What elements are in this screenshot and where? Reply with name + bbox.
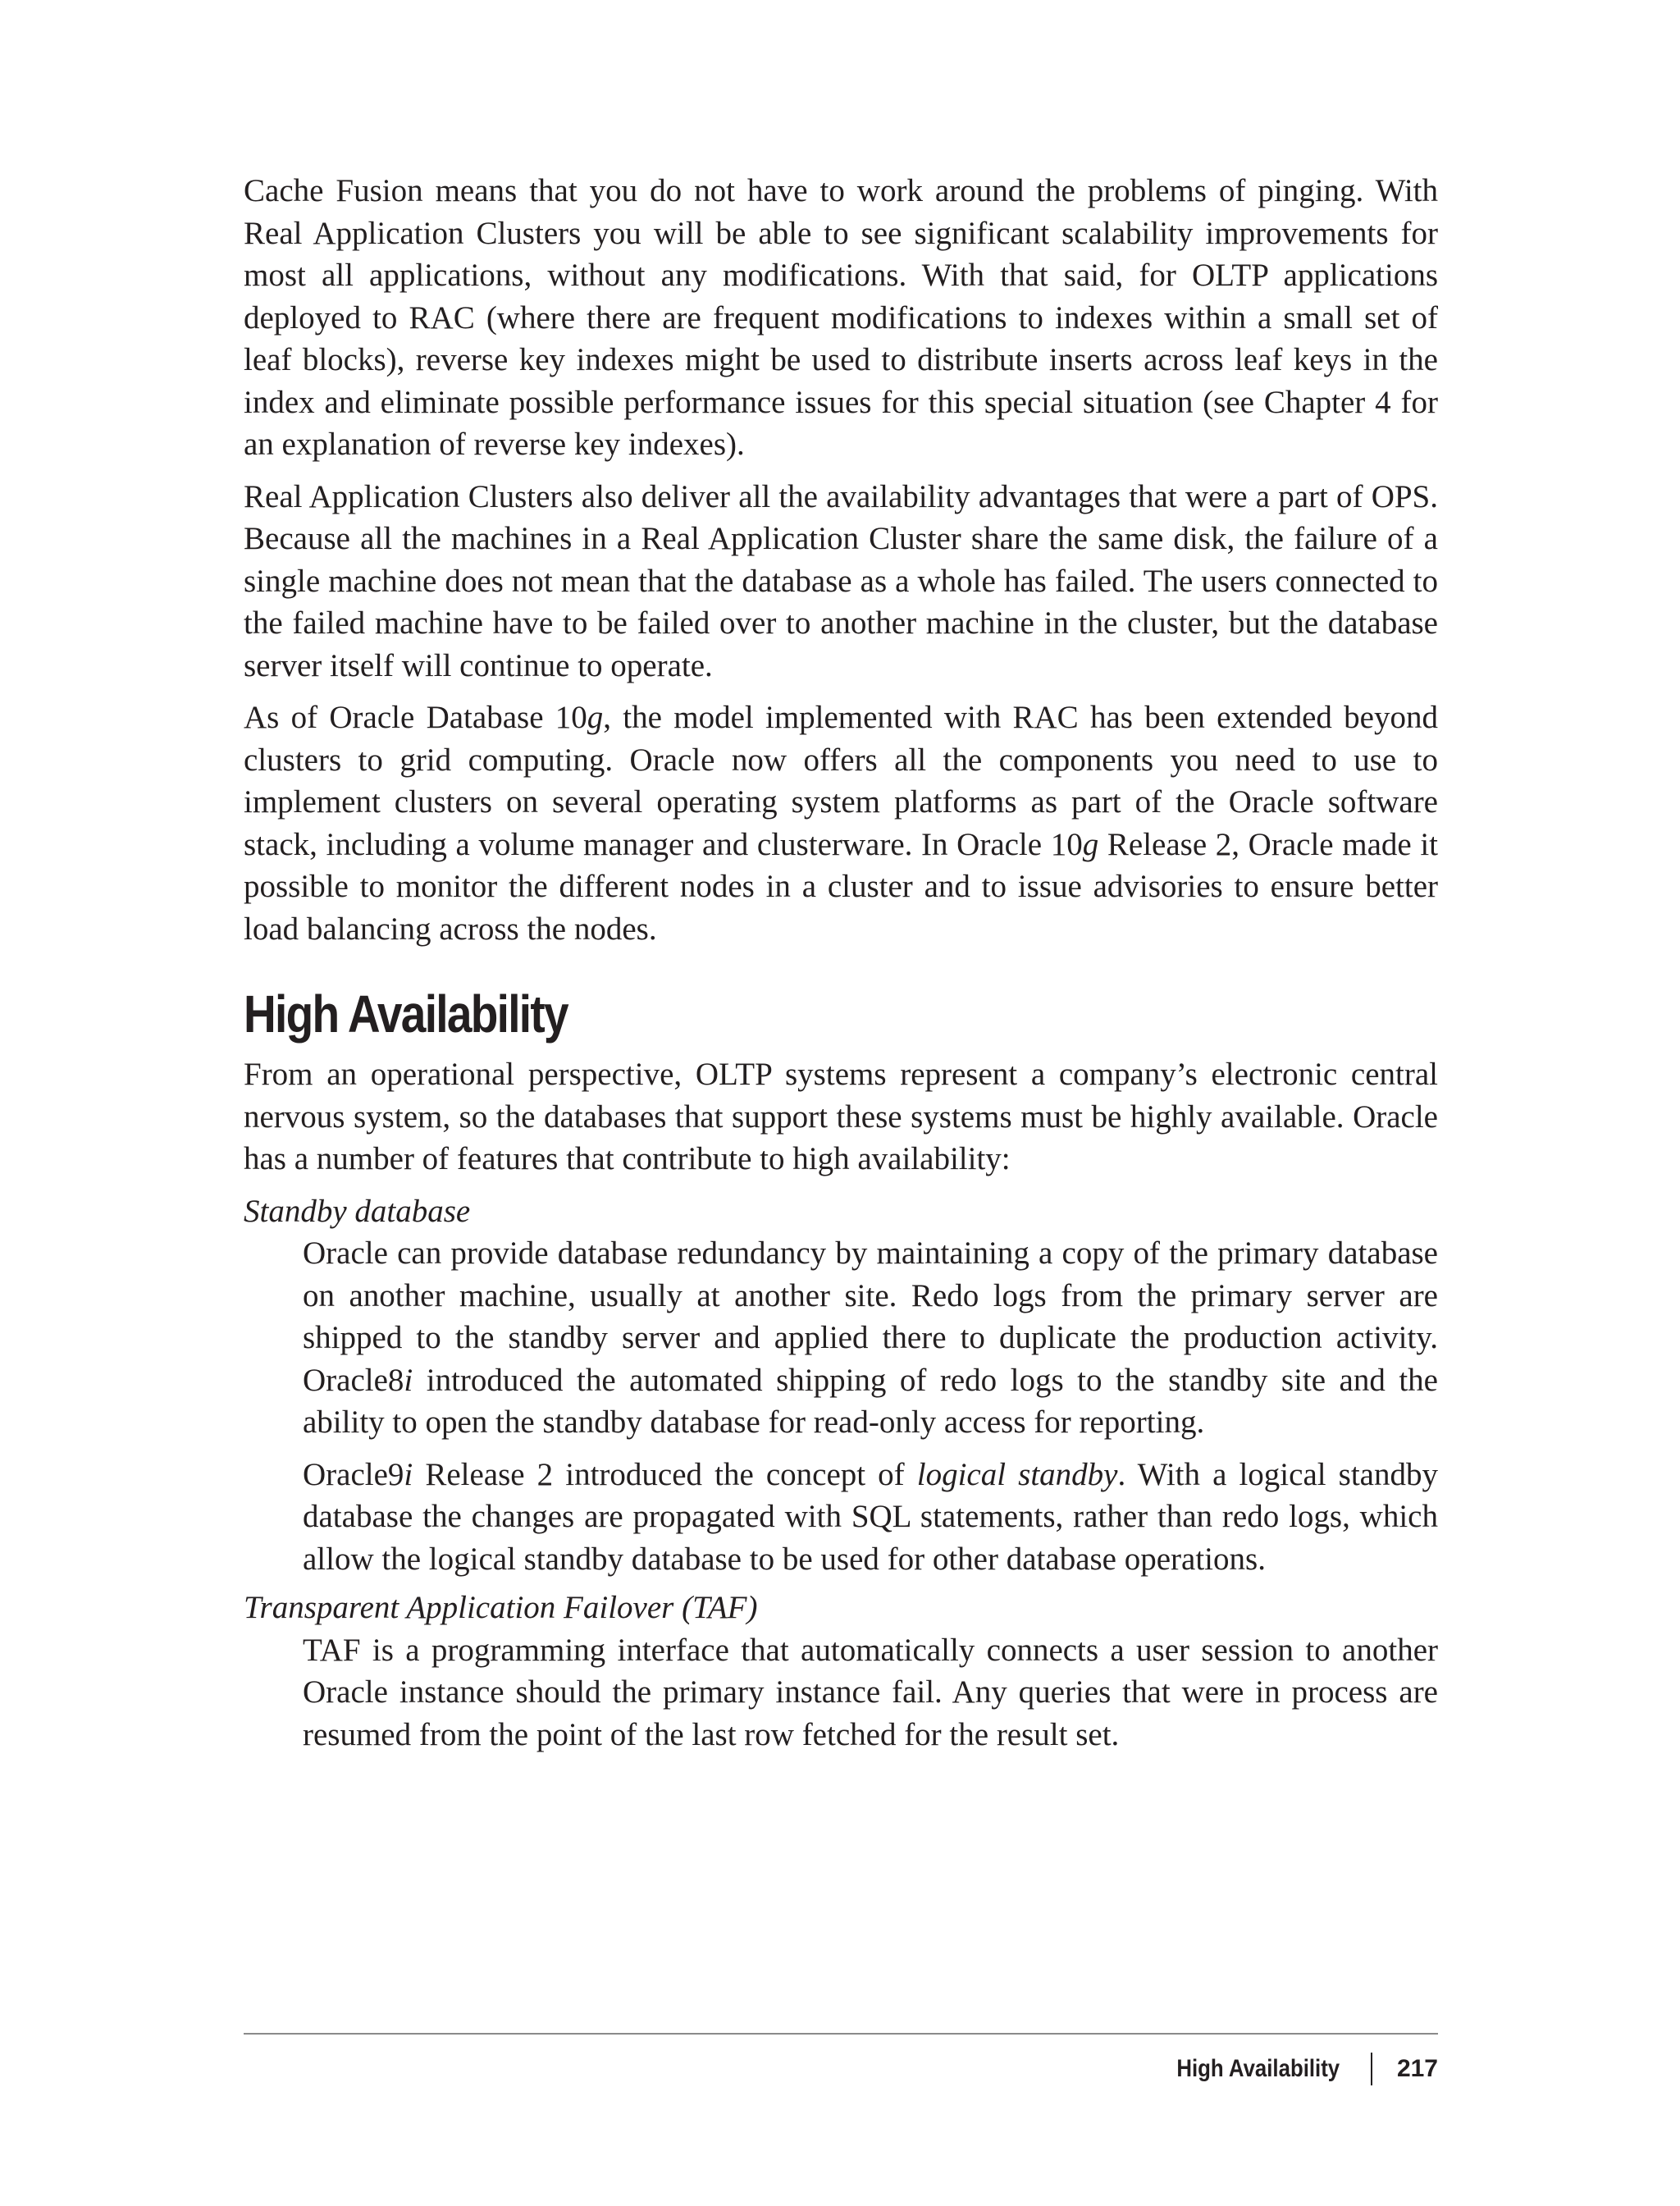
emphasis-run: i: [404, 1456, 413, 1492]
emphasis-run: i: [404, 1362, 413, 1398]
text-run: From an operational perspective, OLTP systems represent a company’s electronic central nervous system, so the databases that support these systems must be highly available. Oracle has a number of features that contribute to high availability:: [244, 1057, 1438, 1176]
text-run: . With a logical standby database the changes are propagated with SQL statements, rather than redo logs, which allow the logical standby database to be used for other database operations.: [303, 1456, 1438, 1577]
feature-definition-list: [244, 1190, 1438, 1756]
text-run: Cache Fusion means that you do not have to work around the problems of pinging. With Real Application Clusters you will be able to see significant scalability improvements for most all applications, without any modifications. With that said, for OLTP applications deployed to RAC (where there are frequent modifications to indexes within a small set of leaf blocks), reverse key indexes might be used to distribute inserts across leaf keys in the index and eliminate possible performance issues for this special situation (see Chapter 4 for an explanation of reverse key indexes).: [244, 173, 1438, 462]
definition-taf: [244, 1587, 1438, 1756]
definition-term: Standby database: [244, 1193, 471, 1229]
text-run: Release 2, Oracle made it possible to monitor the different nodes in a cluster and to issue advisories to ensure better load balancing across the nodes.: [244, 826, 1439, 947]
page-content: [244, 170, 1438, 1762]
paragraph-grid-computing: [244, 697, 1438, 950]
paragraph-ha-intro: [244, 1053, 1438, 1181]
emphasis-run: g: [587, 700, 604, 735]
text-run: TAF is a programming interface that automatically connects a user session to another Oracle instance should the primary instance fail. Any queries that were in process are resumed from the point of the last row fetched for the result set.: [303, 1632, 1438, 1752]
text-run: Oracle can provide database redundancy by maintaining a copy of the primary database on another machine, usually at another site. Redo logs from the primary server are shipped to the standby server and applied there to duplicate the production activity. Oracle8: [303, 1235, 1438, 1398]
definition-paragraph: [303, 1454, 1438, 1581]
text-run: Real Application Clusters also deliver all the availability advantages that were a part of OPS. Because all the machines in a Real Application Cluster share the same disk, the failure of a single machine does not mean that the database as a whole has failed. The users connected to the failed machine have to be failed over to another machine in the cluster, but the database server itself will continue to operate.: [244, 478, 1438, 683]
paragraph-rac-availability: [244, 476, 1438, 687]
text-run: , the model implemented with RAC has been extended beyond clusters to grid computing. Oracle now offers all the components you need to use to implement clusters on several operating system platforms as part of the Oracle software stack, including a volume manager and clusterware. In Oracle 10: [244, 700, 1438, 862]
footer-row: [1150, 2053, 1438, 2085]
emphasis-run: logical standby: [916, 1456, 1118, 1492]
definition-paragraph: [303, 1629, 1438, 1756]
text-run: Oracle9: [303, 1456, 404, 1492]
page-footer: [244, 2033, 1438, 2082]
definition-body: [303, 1629, 1438, 1756]
footer-section-title: High Availability: [1176, 2055, 1340, 2082]
text-run: introduced the automated shipping of redo logs to the standby site and the ability to open the standby database for read-only access for reporting.: [303, 1362, 1438, 1440]
definition-body: [303, 1232, 1438, 1580]
text-run: Release 2 introduced the concept of: [413, 1456, 917, 1492]
definition-term: Transparent Application Failover (TAF): [244, 1590, 758, 1625]
paragraph-cache-fusion: [244, 170, 1438, 466]
definition-paragraph: [303, 1232, 1438, 1444]
page-number: 217: [1396, 2055, 1438, 2082]
emphasis-run: g: [1082, 826, 1099, 862]
footer-separator: [1371, 2053, 1372, 2085]
section-heading: High Availability: [244, 984, 568, 1044]
definition-standby-database: [244, 1190, 1438, 1581]
text-run: As of Oracle Database 10: [244, 700, 587, 735]
